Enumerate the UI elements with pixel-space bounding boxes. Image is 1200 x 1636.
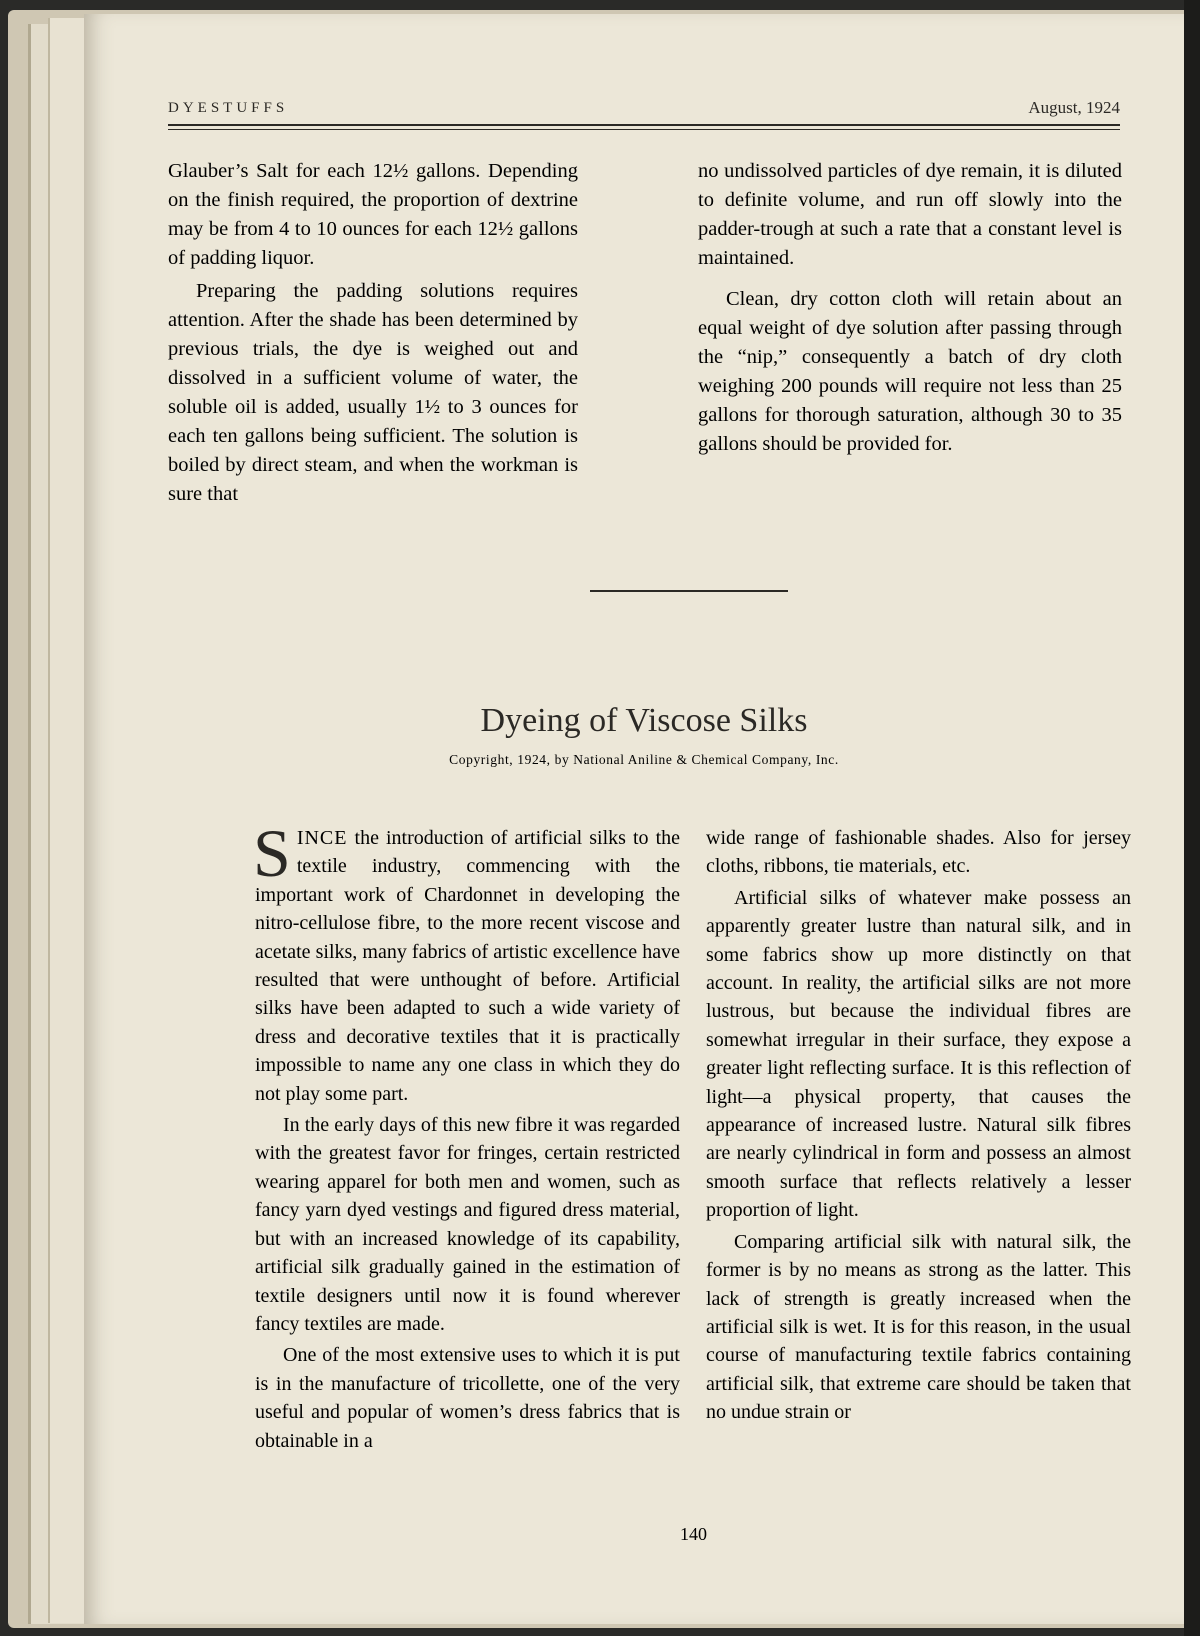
paragraph: In the early days of this new fibre it was regarded with the greatest favor for fringes, certain restricted wearing apparel for both men and women, such as fancy yarn dyed vestings and figured dress material, but with an increased knowledge of its capability, artificial silk gradually gained in the estimation of textile designers until now it is found wherever fancy textiles are made. bbox=[255, 1114, 680, 1335]
lead-in: INCE bbox=[296, 827, 348, 849]
page-header bbox=[168, 100, 1120, 124]
paragraph: Preparing the padding solutions requires attention. After the shade has been determined by previous trials, the dye is weighed out and dissolved in a sufficient volume of water, the soluble oil is added, usually 1½ to 3 ounces for each ten gallons being sufficient. The solution is boiled by direct steam, and when the workman is sure that bbox=[168, 280, 578, 505]
running-title: DYESTUFFS bbox=[168, 100, 289, 116]
page-number: 140 bbox=[680, 1524, 707, 1544]
header-rule-thin bbox=[168, 129, 1120, 130]
paragraph: no undissolved particles of dye remain, it is diluted to definite volume, and run off slowly into the padder-trough at such a rate that a constant level is maintained. bbox=[698, 160, 1122, 269]
first-paragraph-text: the introduction of artificial silks to the textile industry, commencing with the important work of Chardonnet in developing the nitro-cellulose fibre, to the more recent viscose and acetate silks, many fabrics of artistic excellence have resulted that were unthought of before. Artificial silks have been adapted to such a wide variety of dress and decorative textiles that it is practically impossible to name any one class in which they do not play some part. bbox=[255, 827, 680, 1105]
article-title: Dyeing of Viscose Silks bbox=[480, 702, 808, 739]
article-column-left bbox=[253, 815, 680, 1455]
section-divider bbox=[590, 590, 788, 592]
drop-cap: S bbox=[253, 815, 291, 891]
continued-column-right bbox=[698, 157, 1122, 459]
paragraph: Artificial silks of whatever make possess an apparently greater lustre than natural silk, and in some fabrics show up more distinctly on that account. In reality, the artificial silks are not more lustrous, but because the individual fibres are somewhat irregular in their surface, they expose a greater light reflecting surface. It is this reflection of light—a physical property, that causes the appearance of increased lustre. Natural silk fibres are nearly cylindrical in form and possess an almost smooth surface that reflects relatively a lesser proportion of light. bbox=[706, 886, 1131, 1222]
paragraph: Clean, dry cotton cloth will retain about an equal weight of dye solution after passing through the “nip,” consequently a batch of dry cloth weighing 200 pounds will require not less than 25 gallons for thorough saturation, although 30 to 35 gallons should be provided for. bbox=[698, 288, 1122, 455]
paragraph: Comparing artificial silk with natural silk, the former is by no means as strong as the latter. This lack of strength is greatly increased when the artificial silk is wet. It is for this reason, in the usual course of manufacturing textile fabrics containing artificial silk, that extreme care should be taken that no undue strain or bbox=[706, 1230, 1131, 1424]
paragraph: One of the most extensive uses to which it is put is in the manufacture of tricollette, one of the very useful and popular of women’s dress fabrics that is obtainable in a bbox=[255, 1344, 680, 1452]
paragraph: wide range of fashionable shades. Also for jersey cloths, ribbons, tie materials, etc. bbox=[706, 827, 1131, 878]
continued-column-left bbox=[168, 157, 578, 509]
paragraph: Glauber’s Salt for each 12½ gallons. Depending on the finish required, the proportion of dextrine may be from 4 to 10 ounces for each 12½ gallons of padding liquor. bbox=[168, 160, 578, 269]
copyright-line: Copyright, 1924, by National Aniline & Chemical Company, Inc. bbox=[449, 752, 839, 767]
book-spine-shadow bbox=[1184, 0, 1200, 1636]
issue-date: August, 1924 bbox=[1028, 98, 1120, 117]
first-paragraph bbox=[253, 815, 680, 1108]
article-column-right bbox=[706, 824, 1131, 1427]
header-rule bbox=[168, 124, 1120, 126]
